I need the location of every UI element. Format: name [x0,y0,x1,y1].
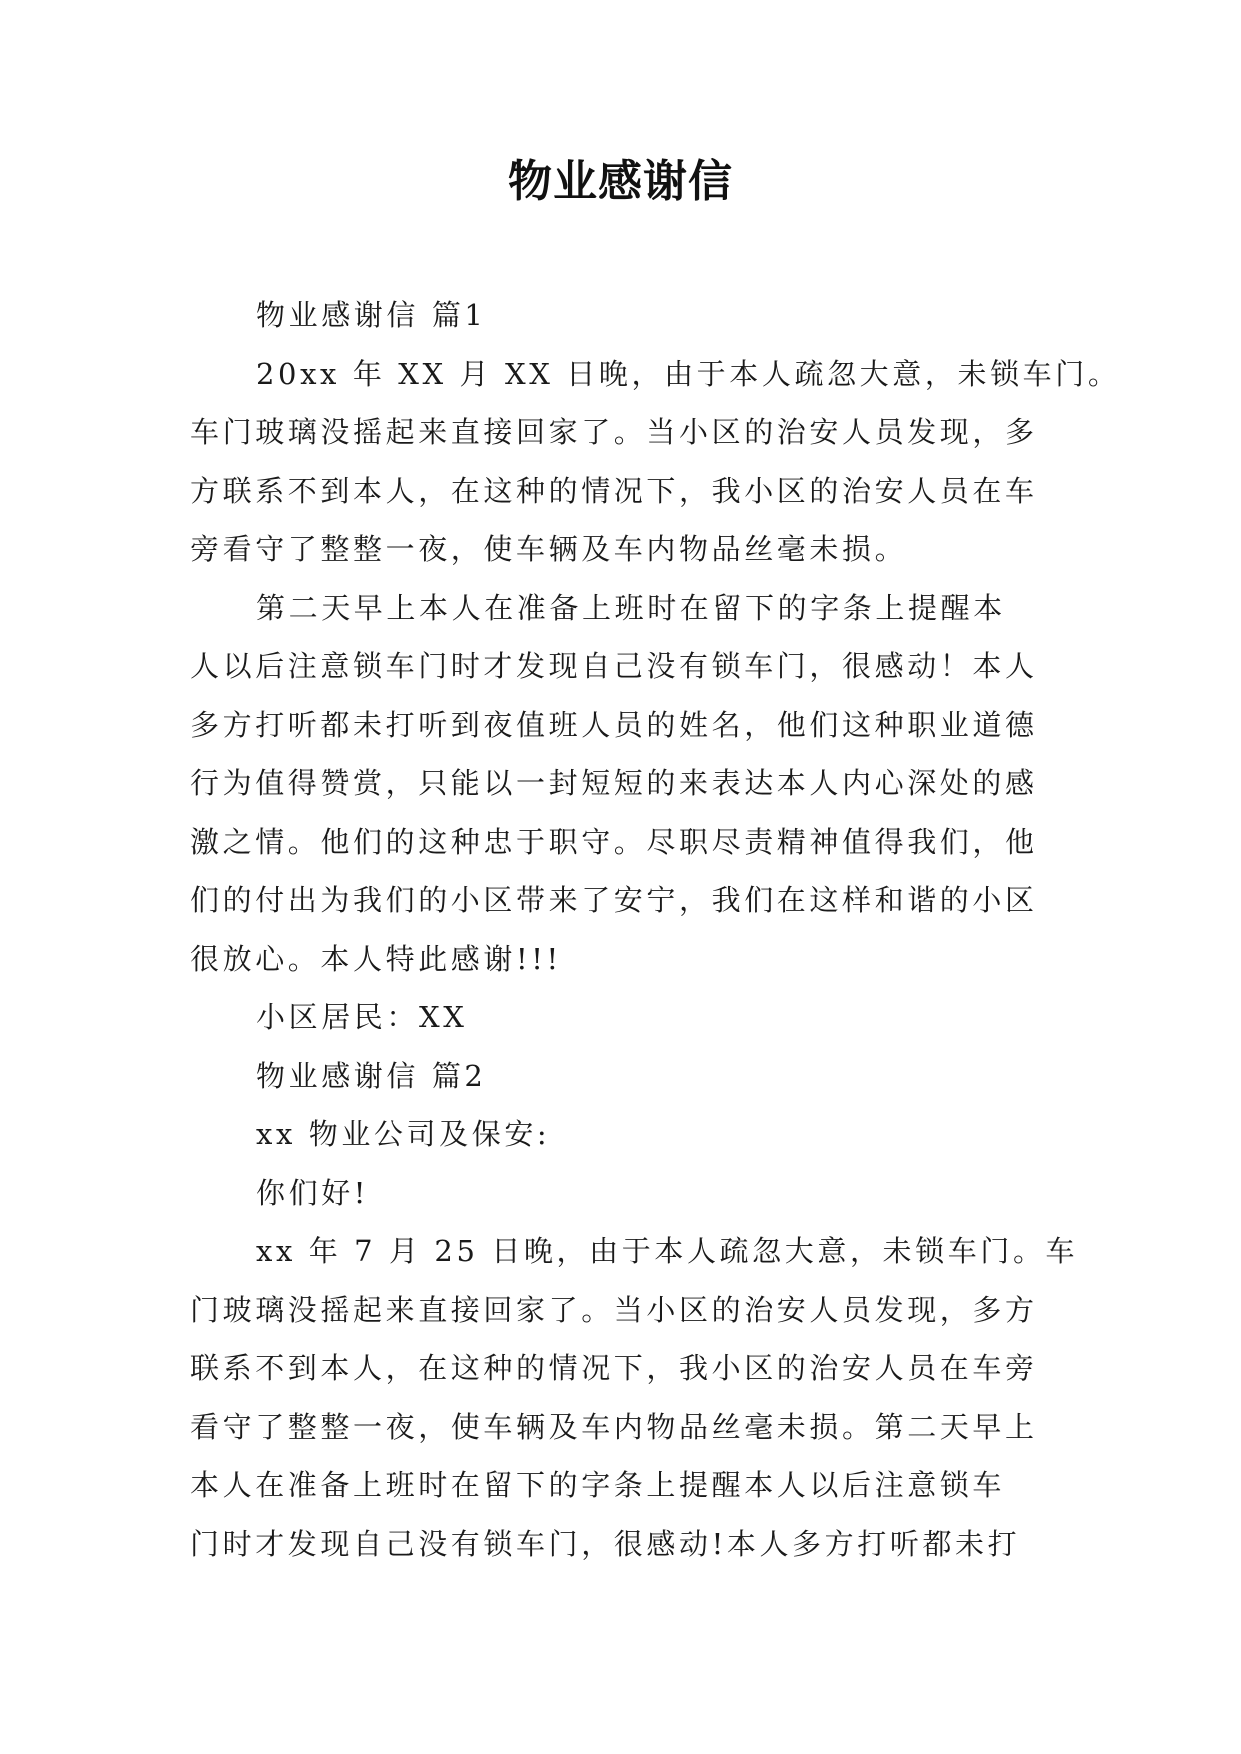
section-heading-2: 物业感谢信 篇2 [256,1059,487,1093]
paragraph-line: 激之情。他们的这种忠于职守。尽职尽责精神值得我们，他 [190,825,1038,859]
paragraph-line: 第二天早上本人在准备上班时在留下的字条上提醒本 [256,591,1006,625]
paragraph-line: 们的付出为我们的小区带来了安宁，我们在这样和谐的小区 [190,883,1038,917]
paragraph-line: 旁看守了整整一夜，使车辆及车内物品丝毫未损。 [190,532,908,566]
paragraph-line: 方联系不到本人，在这种的情况下，我小区的治安人员在车 [190,474,1038,508]
paragraph-line: 本人在准备上班时在留下的字条上提醒本人以后注意锁车 [190,1468,1006,1502]
paragraph-line: 20xx 年 XX 月 XX 日晚，由于本人疏忽大意，未锁车门。 [256,357,1121,391]
paragraph-line: 门时才发现自己没有锁车门，很感动!本人多方打听都未打 [190,1527,1021,1561]
paragraph-line: 联系不到本人，在这种的情况下，我小区的治安人员在车旁 [190,1351,1038,1385]
section-heading-1: 物业感谢信 篇1 [256,298,487,332]
paragraph-line: 人以后注意锁车门时才发现自己没有锁车门，很感动！本人 [190,649,1038,683]
paragraph-line: 车门玻璃没摇起来直接回家了。当小区的治安人员发现，多 [190,415,1038,449]
paragraph-line: 看守了整整一夜，使车辆及车内物品丝毫未损。第二天早上 [190,1410,1038,1444]
signature-line: 小区居民：XX [256,1000,468,1034]
paragraph-line: 门玻璃没摇起来直接回家了。当小区的治安人员发现，多方 [190,1293,1038,1327]
paragraph-line: 行为值得赞赏，只能以一封短短的来表达本人内心深处的感 [190,766,1038,800]
paragraph-line: 多方打听都未打听到夜值班人员的姓名，他们这种职业道德 [190,708,1038,742]
document-title: 物业感谢信 [508,156,733,207]
greeting-line: 你们好! [256,1176,370,1210]
paragraph-line: 很放心。本人特此感谢!!! [190,942,562,976]
paragraph-line: xx 年 7 月 25 日晚，由于本人疏忽大意，未锁车门。车 [256,1234,1079,1268]
salutation-line: xx 物业公司及保安: [256,1117,551,1151]
